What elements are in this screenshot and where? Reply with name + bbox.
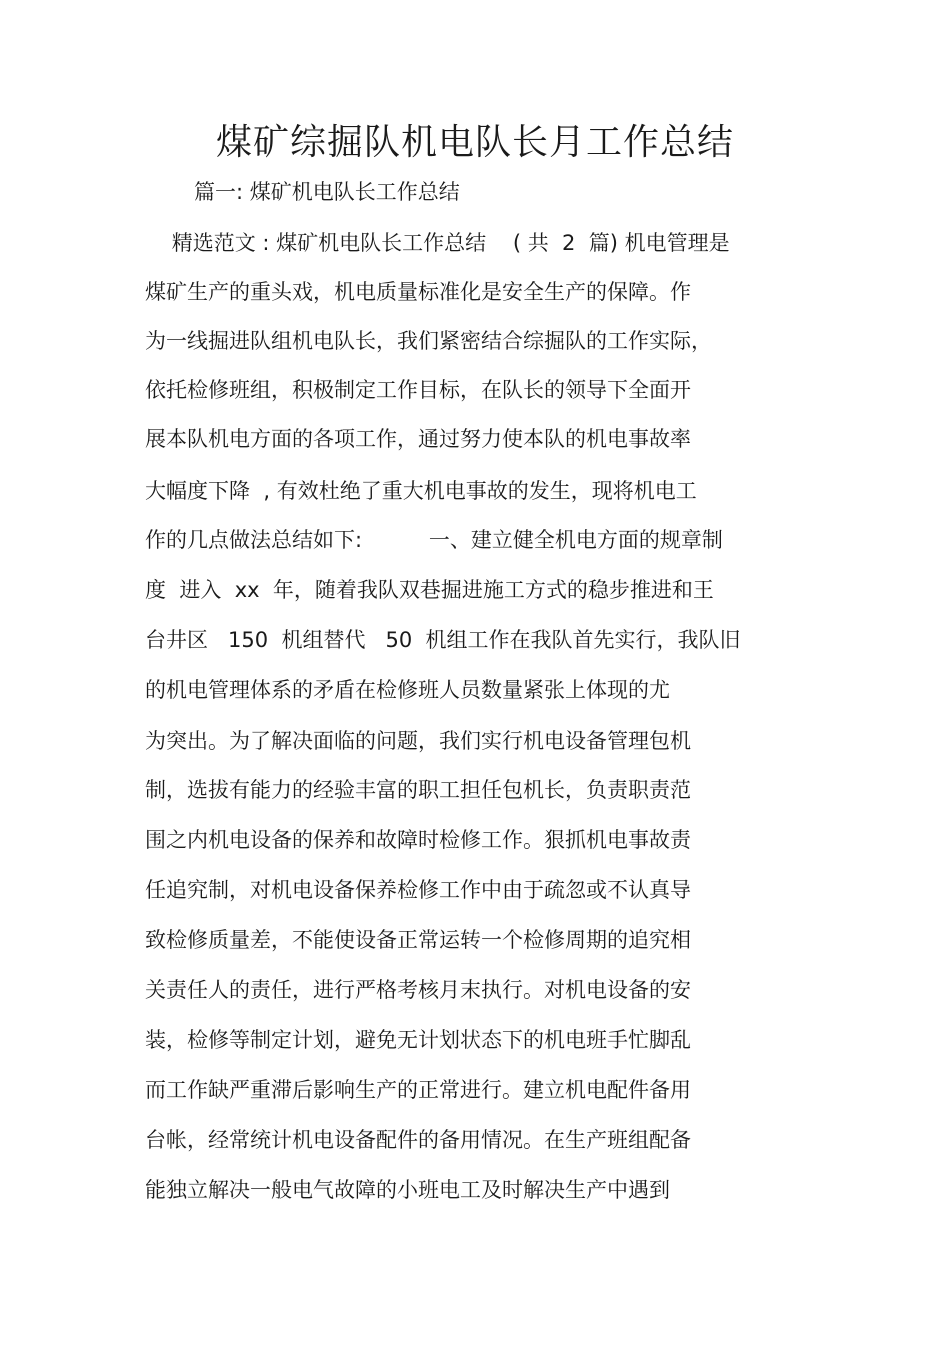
body-line: 能独立解决一般电气故障的小班电工及时解决生产中遇到 bbox=[145, 1178, 670, 1202]
body-line: 精选范文 : 煤矿机电队长工作总结 ( 共 2 篇) 机电管理是 bbox=[145, 231, 730, 255]
body-line: 煤矿生产的重头戏，机电质量标准化是安全生产的保障。作 bbox=[145, 280, 691, 304]
body-line: 关责任人的责任，进行严格考核月末执行。对机电设备的安 bbox=[145, 978, 691, 1002]
body-line: 台帐，经常统计机电设备配件的备用情况。在生产班组配备 bbox=[145, 1128, 691, 1152]
body-line: 大幅度下降 , 有效杜绝了重大机电事故的发生，现将机电工 bbox=[145, 479, 697, 503]
body-line: 展本队机电方面的各项工作，通过努力使本队的机电事故率 bbox=[145, 427, 691, 451]
body-line: 致检修质量差，不能使设备正常运转一个检修周期的追究相 bbox=[145, 928, 691, 952]
body-line: 台井区 150 机组替代 50 机组工作在我队首先实行，我队旧 bbox=[145, 628, 741, 652]
body-line: 装，检修等制定计划，避免无计划状态下的机电班手忙脚乱 bbox=[145, 1028, 691, 1052]
body-line: 围之内机电设备的保养和故障时检修工作。狠抓机电事故责 bbox=[145, 828, 691, 852]
body-line: 度 进入 xx 年，随着我队双巷掘进施工方式的稳步推进和王 bbox=[145, 578, 714, 602]
body-line: 而工作缺严重滞后影响生产的正常进行。建立机电配件备用 bbox=[145, 1078, 691, 1102]
body-line: 依托检修班组，积极制定工作目标，在队长的领导下全面开 bbox=[145, 378, 691, 402]
document-title: 煤矿综掘队机电队长月工作总结 bbox=[215, 122, 734, 163]
body-line: 任追究制，对机电设备保养检修工作中由于疏忽或不认真导 bbox=[145, 878, 691, 902]
body-line: 作的几点做法总结如下: 一、建立健全机电方面的规章制 bbox=[145, 528, 723, 552]
body-line: 制，选拔有能力的经验丰富的职工担任包机长，负责职责范 bbox=[145, 778, 691, 802]
body-line: 为一线掘进队组机电队长，我们紧密结合综掘队的工作实际， bbox=[145, 329, 712, 353]
body-line: 为突出。为了解决面临的问题，我们实行机电设备管理包机 bbox=[145, 729, 691, 753]
body-line: 的机电管理体系的矛盾在检修班人员数量紧张上体现的尤 bbox=[145, 678, 670, 702]
document-subtitle: 篇一: 煤矿机电队长工作总结 bbox=[194, 180, 460, 204]
